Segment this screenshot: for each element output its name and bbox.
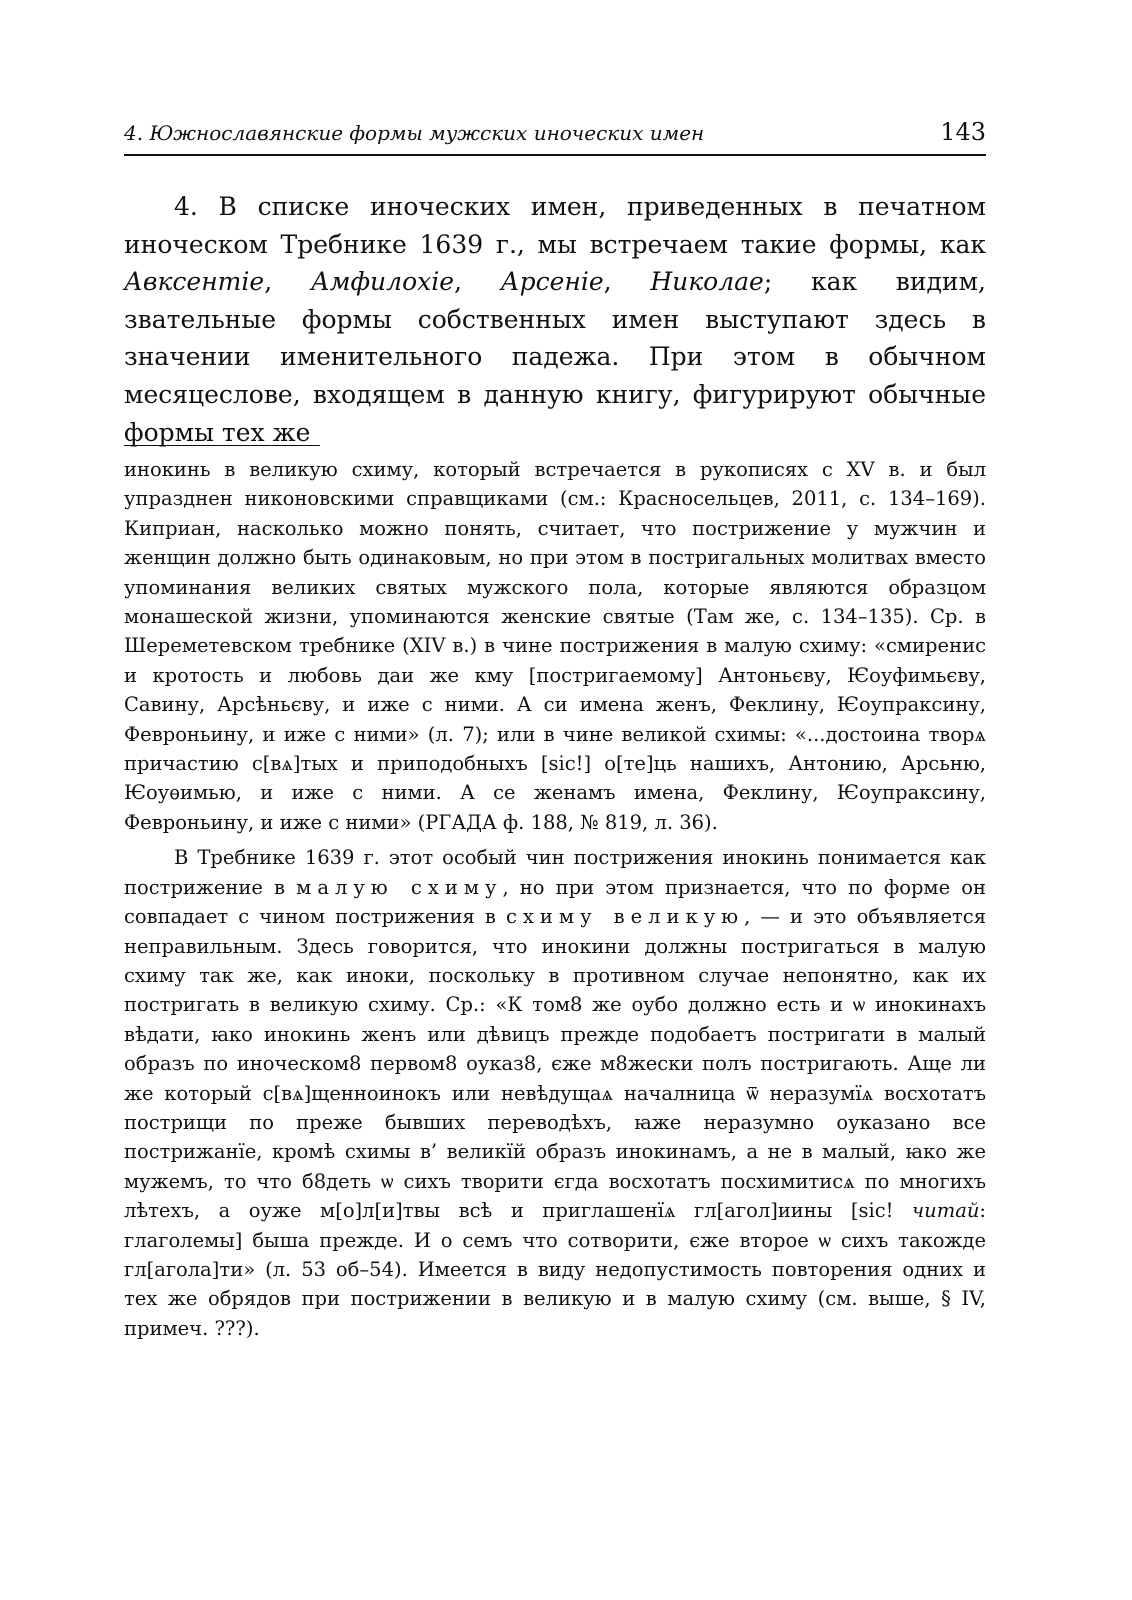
main-paragraph [124,188,986,451]
footnote-p2-text-b: , но при этом признается, что по форме он совпадает с чином пострижения в [124,875,986,929]
footnote-p2-text-d: : глаголемы] быша прежде. И о семъ что сотворити, єже второе ѡ сихъ такожде гл[агола]ти» (л. 53 об–54). Имеется в виду недопустимость повторения одних и тех же обрядов при пострижении в великую и в малую схиму (см. выше, § IV, примеч. ???). [124,1199,986,1340]
running-header [124,118,986,156]
main-text-a: 4. В списке иноческих имен, приведенных в печатном иноческом Требнике 1639 г., мы встречаем такие формы, как [124,192,986,259]
separator-2: , [454,267,501,297]
running-title: 4. Южнославянские формы мужских иноческих имен [124,121,705,145]
separator-1: , [264,267,311,297]
footnote-p2-text-c: , — и это объявляется неправильным. Здесь говорится, что инокини должны постригаться в малую схиму так же, как иноки, поскольку в противном случае непонятно, как их постригать в великую схиму. Ср.: «К том8 же оубо должно есть и ѡ инокинахъ вѣдати, ꙗко инокинь женъ или дѣвицъ прежде подобаетъ постригати в малый образъ по иноческом8 первом8 оуказ8, єже м8жески полъ постригають. Аще ли же который с[вѧ]щенноинокъ или невѣдущаѧ началница ѿ неразумїѧ восхотатъ пострищи по преже бывших переводѣхъ, ꙗже неразумно оуказано все пострижанїе, кромѣ схимы в’ великїй образъ инокинамъ, а не в малый, ꙗко же мужемъ, то что б8деть ѡ сихъ творити єгда восхотатъ посхимитисѧ по многихъ лѣтехъ, а оуже м[о]л[и]твы всѣ и приглашенїѧ гл[агол]иины [sic! [124,905,986,1223]
separator-3: , [603,267,651,297]
monastic-name-3: Арсеніе [500,267,604,297]
footnote-p2-text-a: В Требнике 1639 г. этот особый чин пострижения инокинь понимается как пострижение в [124,846,986,899]
footnote-paragraph-2 [124,843,986,1343]
footnote-paragraph-1: инокинь в великую схиму, который встречается в рукописях с XV в. и был упразднен никоновскими справщиками (см.: Красносельцев, 2011, с. 134–169). Киприан, насколько можно понять, считает, что пострижение у мужчин и женщин должно быть одинаковым, но при этом в постригальных молитвах вместо упоминания великих святых мужского пола, которые являются образцом монашеской жизни, упоминаются женские святые (Там же, с. 134–135). Ср. в Шереметевском требнике (XIV в.) в чине пострижения в малую схиму: «смиренис и кротость и любовь даи же кму [постригаемому] Антоньєву, Ѥоуфимьєву, Савину, Арсѣньєву, и иже с ними. А си имена женъ, Феклину, Ѥоупраксину, Февроньину, и иже с ними» (л. 7); или в чине великой схимы: «...достоина творѧ причастию с[вѧ]тых и приподобныхъ [sic!] о[те]ць нашихъ, Антонию, Арсьню, Ѥоуѳимью, и иже с ними. А се женамъ имена, Феклину, Ѥоупраксину, Февроньину, и иже с ними» (РГАДА ф. 188, № 819, л. 36). [124,458,986,834]
monastic-name-2: Амфилохіе [310,267,455,297]
monastic-name-1: Авксентіе [124,267,265,297]
main-text-b: ; как видим, звательные формы собственных имен выступают здесь в значении именительного падежа. При этом в обычном месяцеслове, входящем в данную книгу, фигурируют обычные формы тех же [124,267,986,447]
footnote-rule [124,445,320,446]
spaced-term-great-schema: схиму великую [505,905,745,929]
monastic-name-4: Николае [650,267,764,297]
spaced-term-small-schema: малую схиму [296,875,503,899]
page-number: 143 [940,118,986,146]
italic-read-note: читай [912,1199,980,1223]
footnote-block [124,455,986,1343]
